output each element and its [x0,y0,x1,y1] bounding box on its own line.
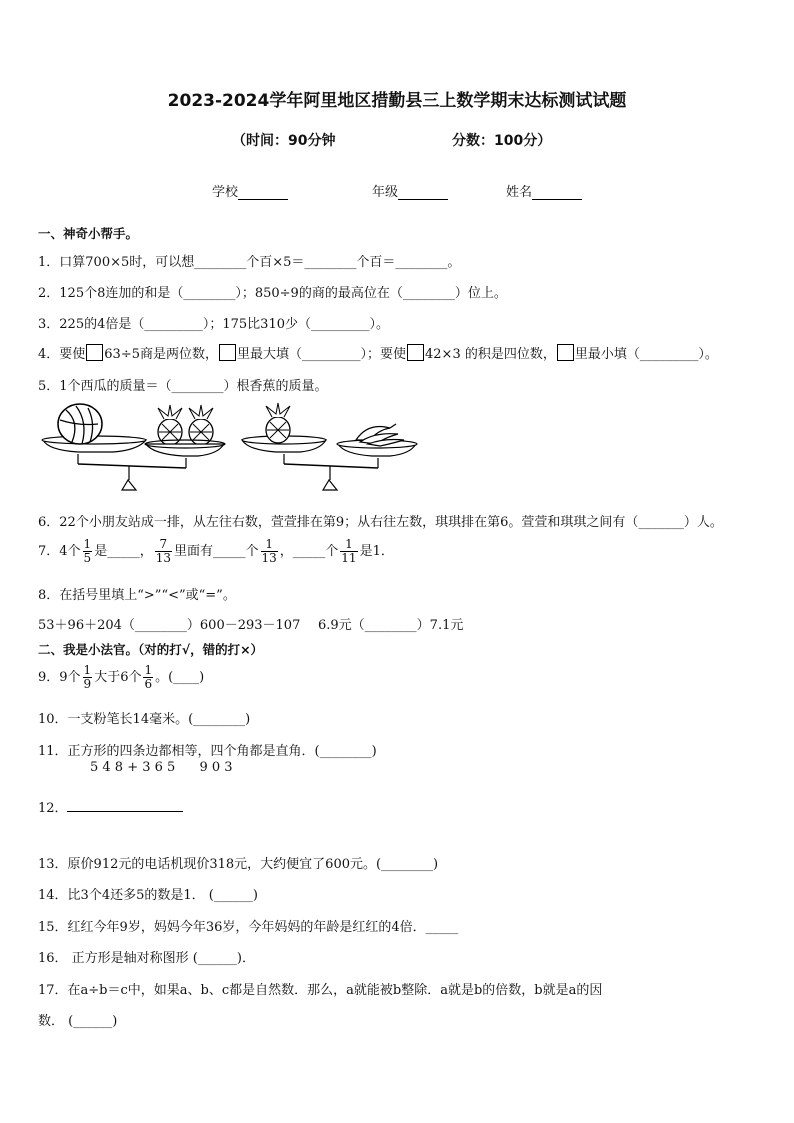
question-17-cont: 数． (______) [38,1014,118,1029]
question-1: 1．口算700×5时，可以想________个百×5＝________个百＝________。 [38,255,461,270]
question-14: 14．比3个4还多5的数是1． (______) [38,888,258,903]
fraction: $\frac{1}{11}$ [341,537,357,565]
question-8b: 6.9元（________）7.1元 [318,618,464,633]
question-7: 7．4个 $\frac{1}{5}$ 是_____， $\frac{7}{13}$ 里面有_____个 $\frac{1}{13}$ ，_____个 $\frac{1}{11}$ 是1． [38,537,394,565]
pineapple-icon [266,403,290,443]
fraction: $\frac{1}{9}$ [83,663,92,691]
question-12-number: 12． [38,801,68,816]
section-title: 二、我是小法官。（对的打√，错的打×） [38,642,264,657]
blank-box [407,344,424,361]
school-field: 学校 [212,181,288,200]
page-title: 2023-2024学年阿里地区措勤县三上数学期末达标测试试题 [167,91,627,111]
exam-time: （时间：90分钟 [232,133,336,149]
question-8: 8．在括号里填上“>”“<”或“=”。 [38,588,236,603]
grade-field: 年级 [372,181,448,200]
fraction: $\frac{1}{13}$ [261,537,277,565]
fraction: $\frac{1}{5}$ [83,537,92,565]
blank-box [557,344,574,361]
question-11: 11．正方形的四条边都相等，四个角都是直角．(________) [38,744,377,759]
addition-line [67,811,183,812]
fraction: $\frac{1}{6}$ [144,663,153,691]
exam-score: 分数：100分） [452,133,552,149]
question-9: 9．9个 $\frac{1}{9}$ 大于6个 $\frac{1}{6}$ 。(____) [38,663,205,691]
name-field: 姓名 [506,181,582,200]
question-2: 2．125个8连加的和是（________）；850÷9的商的最高位在（________）位上。 [38,286,507,301]
watermelon-icon [58,404,102,444]
section-title: 一、神奇小帮手。 [38,226,139,241]
question-13: 13．原价912元的电话机现价318元，大约便宜了600元。(________) [38,857,439,872]
fraction: $\frac{7}{13}$ [155,537,171,565]
vertical-addition: 5 4 8 + 3 6 5 9 0 3 [90,760,233,775]
blank-box [219,344,236,361]
question-8a: 53＋96＋204（________）600－293－107 [38,618,301,633]
blank-box [86,344,103,361]
question-15: 15．红红今年9岁，妈妈今年36岁，今年妈妈的年龄是红红的4倍．_____ [38,920,459,935]
question-6: 6．22个小朋友站成一排，从左往右数，萱萱排在第9；从右往左数，琪琪排在第6。萱萱和琪琪之间有（_______）人。 [38,515,723,530]
question-10: 10．一支粉笔长14毫米。(________) [38,712,251,727]
balance-scale-illustration [38,402,418,494]
question-16: 16． 正方形是轴对称图形 (______)． [38,951,255,966]
question-5: 5．1个西瓜的质量＝（________）根香蕉的质量。 [38,379,328,394]
question-17: 17．在a÷b＝c中，如果a、b、c都是自然数．那么，a就能被b整除．a就是b的倍数，b就是a的因 [38,983,603,998]
pineapple-icon [189,405,213,445]
pineapple-icon [158,405,182,445]
question-3: 3．225的4倍是（_________）；175比310少（_________）。 [38,317,389,332]
question-4: 4．要使 63÷5商是两位数， 里最大填（_________）；要使 42×3 的积是四位数， 里最小填（_________）。 [38,343,718,362]
